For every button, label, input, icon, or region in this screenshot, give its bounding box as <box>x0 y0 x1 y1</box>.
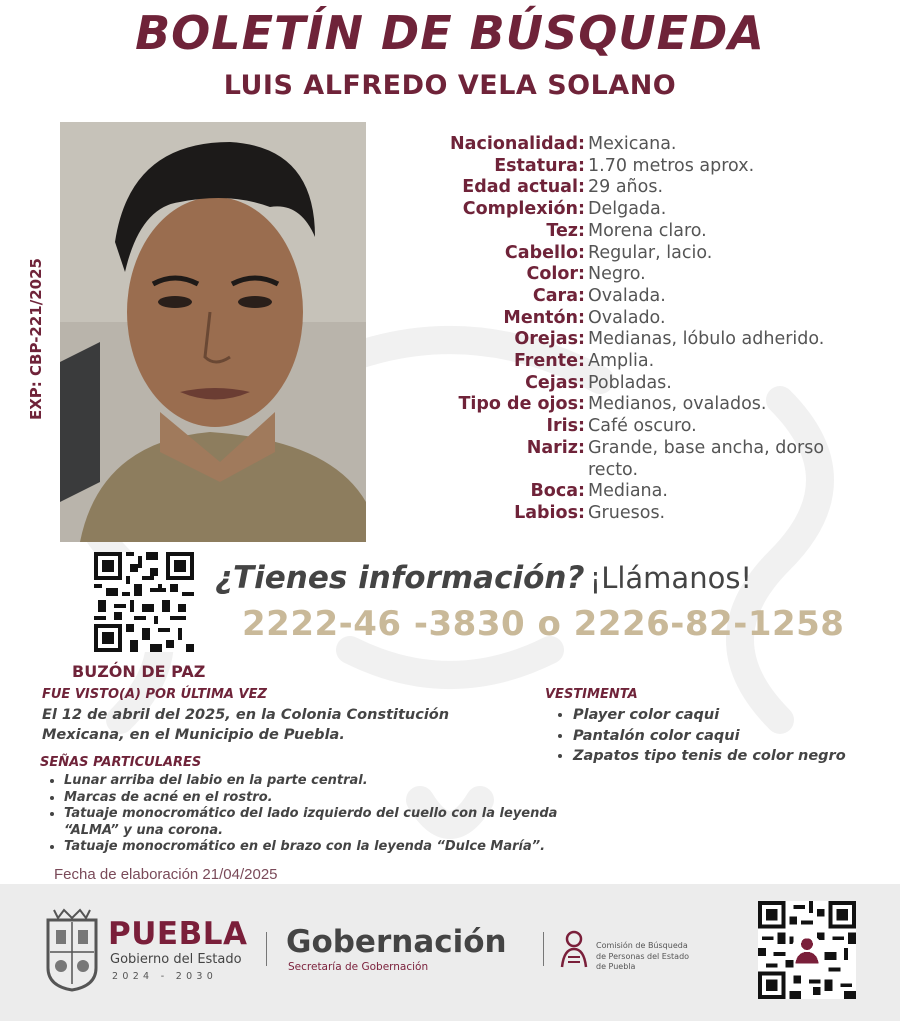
bulletin-title: BOLETÍN DE BÚSQUEDA <box>135 6 765 60</box>
person-name: LUIS ALFREDO VELA SOLANO <box>223 70 677 101</box>
description-row <box>400 243 880 265</box>
description-row <box>400 199 880 221</box>
description-label: Tipo de ojos: <box>458 394 585 415</box>
description-row <box>400 503 880 525</box>
clothing-item: • Player color caqui <box>573 705 885 726</box>
last-seen-text: El 12 de abril del 2025, en la Colonia Constitución Mexicana, en el Municipio de Puebla. <box>42 707 450 743</box>
description-value: Regular, lacio. <box>588 242 713 263</box>
clothing-heading: VESTIMENTA <box>545 687 638 702</box>
description-row <box>400 156 880 178</box>
description-label: Iris: <box>546 416 585 437</box>
description-label: Estatura: <box>494 155 585 176</box>
description-label: Edad actual: <box>462 177 585 198</box>
description-value: 1.70 metros aprox. <box>588 155 755 176</box>
info-question: ¿Tienes información? <box>215 560 585 596</box>
description-row <box>400 438 880 481</box>
description-label: Cabello: <box>504 242 585 263</box>
description-label: Orejas: <box>514 329 585 350</box>
description-value: Medianas, lóbulo adherido. <box>588 329 825 350</box>
description-label: Tez: <box>546 220 585 241</box>
creation-date: Fecha de elaboración 21/04/2025 <box>54 866 278 883</box>
comision-busqueda-icon <box>556 929 592 969</box>
description-row <box>400 221 880 243</box>
description-label: Color: <box>526 264 585 285</box>
buzon-qr-code[interactable] <box>94 552 194 652</box>
info-prompt <box>215 560 752 596</box>
description-value: Medianos, ovalados. <box>588 394 767 415</box>
description-row <box>400 177 880 199</box>
description-row <box>400 373 880 395</box>
description-value: Mexicana. <box>588 134 677 154</box>
mark-item: • Tatuaje monocromático en el brazo con la leyenda “Dulce María”. <box>64 839 600 856</box>
description-value: Morena claro. <box>588 220 707 241</box>
puebla-logo-subtitle: Gobierno del Estado <box>110 952 242 967</box>
description-value: Ovalado. <box>588 307 666 328</box>
clothing-item: • Pantalón color caqui <box>573 726 885 747</box>
description-value: 29 años. <box>588 177 664 198</box>
puebla-logo-years: 2024 - 2030 <box>112 971 218 982</box>
description-value: Amplia. <box>588 351 655 372</box>
description-value: Mediana. <box>588 481 668 502</box>
clothing-item: • Zapatos tipo tenis de color negro <box>573 746 885 767</box>
description-value: Grande, base ancha, dorso recto. <box>588 437 825 480</box>
description-label: Cejas: <box>525 372 585 393</box>
description-label: Complexión: <box>462 199 585 220</box>
expedient-code: EXP: CBP-221/2025 <box>27 258 45 420</box>
last-seen-section <box>42 687 502 745</box>
description-label: Labios: <box>514 502 585 523</box>
mark-item: • Tatuaje monocromático del lado izquierdo del cuello con la leyenda “ALMA” y una corona. <box>64 806 600 839</box>
phone-numbers[interactable]: 2222-46 -3830 o 2226-82-1258 <box>242 604 845 644</box>
description-row <box>400 481 880 503</box>
description-label: Nariz: <box>526 437 585 458</box>
puebla-logo-title: PUEBLA <box>108 916 248 952</box>
gobernacion-logo-subtitle: Secretaría de Gobernación <box>288 961 429 973</box>
description-value: Negro. <box>588 264 646 285</box>
mark-item: • Marcas de acné en el rostro. <box>64 790 600 807</box>
description-row <box>400 286 880 308</box>
description-label: Cara: <box>532 285 585 306</box>
last-seen-heading: FUE VISTO(A) POR ÚLTIMA VEZ <box>42 687 267 702</box>
description-value: Gruesos. <box>588 502 666 523</box>
logo-divider <box>266 932 267 966</box>
comision-line: Comisión de Búsqueda <box>596 941 688 950</box>
comision-line: de Personas del Estado <box>596 951 690 961</box>
call-prompt: ¡Llámanos! <box>589 561 753 595</box>
mark-item: • Lunar arriba del labio en la parte central. <box>64 773 600 790</box>
description-row <box>400 264 880 286</box>
distinguishing-marks-section <box>40 755 600 856</box>
description-value: Ovalada. <box>588 285 666 306</box>
description-row <box>400 134 880 156</box>
description-row <box>400 351 880 373</box>
marks-list <box>40 773 600 856</box>
state-coat-of-arms-icon <box>44 906 100 992</box>
description-label: Mentón: <box>503 307 585 328</box>
marks-heading: SEÑAS PARTICULARES <box>40 755 202 770</box>
description-row <box>400 329 880 351</box>
footer-qr-code[interactable] <box>758 901 856 999</box>
description-value: Pobladas. <box>588 372 672 393</box>
buzon-label: BUZÓN DE PAZ <box>72 662 206 681</box>
description-value: Café oscuro. <box>588 416 697 437</box>
logo-divider <box>543 932 544 966</box>
person-photo <box>60 122 366 542</box>
description-label: Boca: <box>530 481 585 502</box>
gobernacion-logo-title: Gobernación <box>286 924 507 960</box>
description-row <box>400 416 880 438</box>
description-list <box>400 134 880 525</box>
description-value: Delgada. <box>588 199 667 220</box>
comision-line: de Puebla <box>596 962 636 971</box>
comision-busqueda-text <box>596 941 716 973</box>
description-row <box>400 308 880 330</box>
description-row <box>400 394 880 416</box>
description-label: Nacionalidad: <box>450 134 585 154</box>
description-label: Frente: <box>513 351 585 372</box>
